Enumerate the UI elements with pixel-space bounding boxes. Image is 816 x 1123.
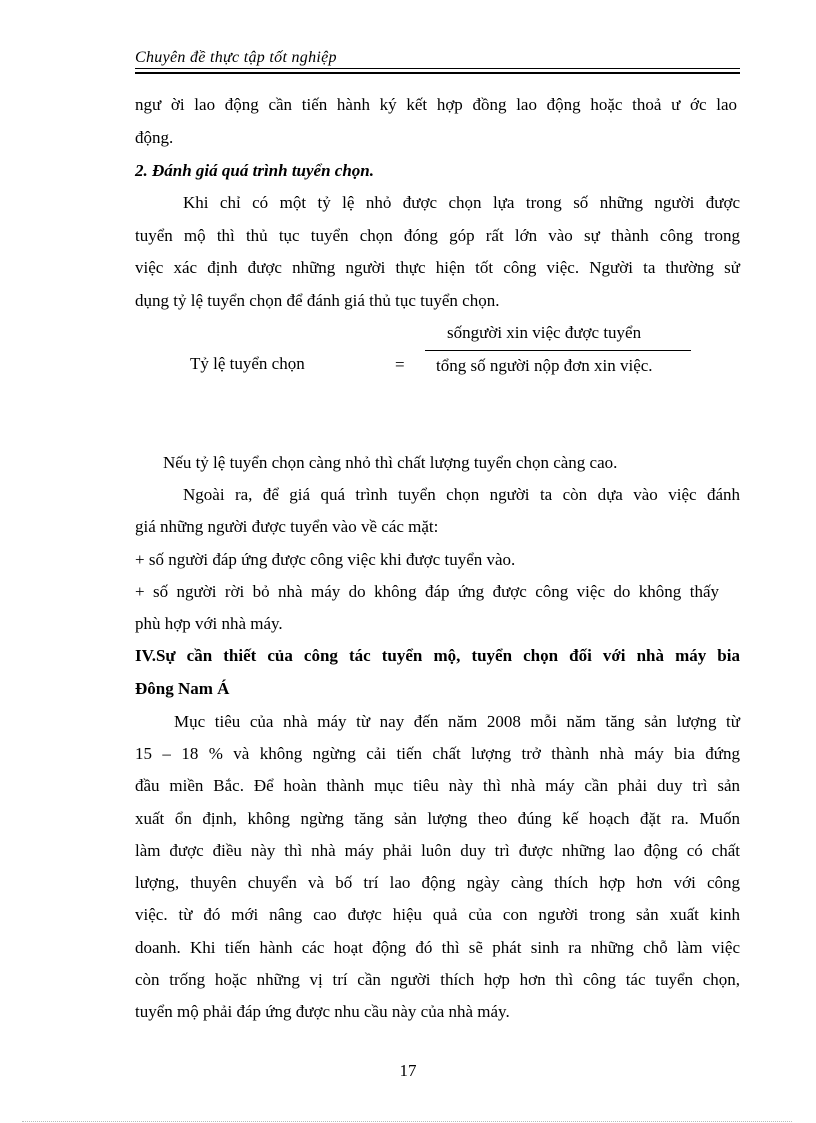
running-header: Chuyên đề thực tập tốt nghiệp xyxy=(135,49,337,66)
page-number: 17 xyxy=(399,1061,417,1080)
section-heading: 2. Đánh giá quá trình tuyển chọn. xyxy=(135,161,375,180)
section-heading: IV.Sự cần thiết của công tác tuyển mộ, tuyển chọn đối với nhà máy bia xyxy=(135,646,740,665)
paragraph-line: tuyển mộ phải đáp ứng được nhu cầu này của nhà máy. xyxy=(135,1002,510,1021)
paragraph-line: 15 – 18 % và không ngừng cải tiến chất lượng trở thành nhà máy bia đứng xyxy=(135,744,740,763)
paragraph-line: dụng tỷ lệ tuyển chọn để đánh giá thủ tục tuyển chọn. xyxy=(135,291,500,310)
header-rule-thin xyxy=(135,68,740,69)
paragraph-line: đầu miền Bắc. Để hoàn thành mục tiêu này thì nhà máy cần phải duy trì sản xyxy=(135,776,740,795)
paragraph-line: Mục tiêu của nhà máy từ nay đến năm 2008 mỗi năm tăng sản lượng từ xyxy=(174,712,740,731)
paragraph-line: giá những người được tuyển vào về các mặt: xyxy=(135,517,439,536)
paragraph-line: còn trống hoặc những vị trí cần người thích hợp hơn thì công tác tuyển chọn, xyxy=(135,970,740,989)
header-rule-thick xyxy=(135,72,740,74)
paragraph-line: làm được điều này thì nhà máy phải luôn duy trì được những lao động có chất xyxy=(135,841,740,860)
list-item: phù hợp với nhà máy. xyxy=(135,614,283,633)
paragraph-line: doanh. Khi tiến hành các hoạt động đó thì sẽ phát sinh ra những chỗ làm việc xyxy=(135,938,740,957)
paragraph-line: Ngoài ra, để giá quá trình tuyển chọn người ta còn dựa vào việc đánh xyxy=(183,485,740,504)
formula-equals: = xyxy=(395,355,405,374)
paragraph-line: xuất ổn định, không ngừng tăng sản lượng theo đúng kế hoạch đặt ra. Muốn xyxy=(135,809,740,828)
formula-denominator: tổng số người nộp đơn xin việc. xyxy=(436,356,653,375)
paragraph-line: tuyển mộ thì thủ tục tuyển chọn đóng góp rất lớn vào sự thành công trong xyxy=(135,226,740,245)
page-bottom-divider xyxy=(22,1121,792,1122)
paragraph-line: việc xác định được những người thực hiện tốt công việc. Người ta thường sử xyxy=(135,258,740,277)
paragraph-line: ngư ời lao động cần tiến hành ký kết hợp đồng lao động hoặc thoả ư ớc lao xyxy=(135,95,737,114)
paragraph-line: Nếu tỷ lệ tuyển chọn càng nhỏ thì chất lượng tuyển chọn càng cao. xyxy=(163,453,618,472)
paragraph-line: động. xyxy=(135,128,174,147)
fraction-bar xyxy=(425,350,691,351)
list-item: + số người rời bỏ nhà máy do không đáp ứng được công việc do không thấy xyxy=(135,582,719,601)
formula-label: Tỷ lệ tuyển chọn xyxy=(190,354,305,373)
paragraph-line: Khi chỉ có một tỷ lệ nhỏ được chọn lựa trong số những người được xyxy=(183,193,740,212)
section-heading: Đông Nam Á xyxy=(135,679,230,698)
paragraph-line: lượng, thuyên chuyển và bố trí lao động ngày càng thích hợp hơn với công xyxy=(135,873,740,892)
formula-numerator: sốngười xin việc được tuyển xyxy=(447,323,642,342)
paragraph-line: việc. từ đó mới nâng cao được hiệu quả của con người trong sản xuất kinh xyxy=(135,905,740,924)
list-item: + số người đáp ứng được công việc khi được tuyển vào. xyxy=(135,550,516,569)
